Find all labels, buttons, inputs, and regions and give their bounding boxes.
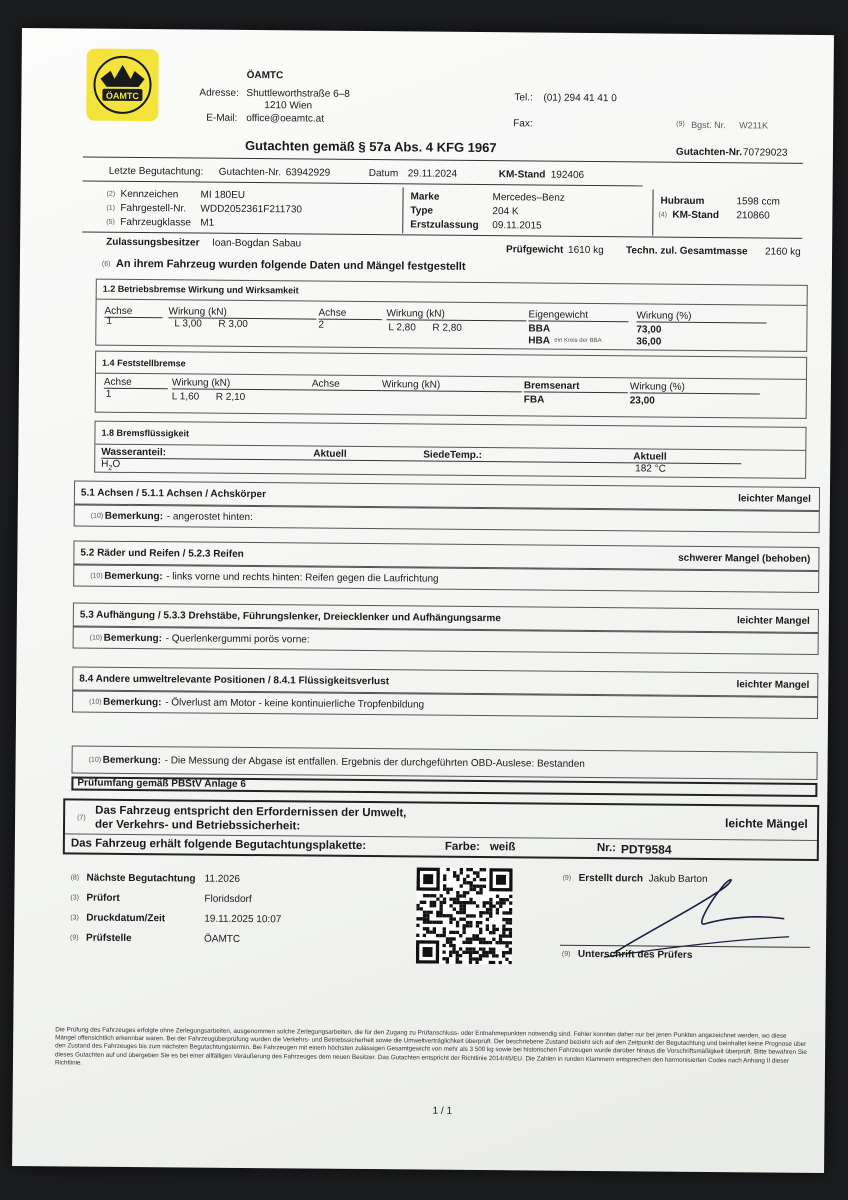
achse-1: 1 [106, 315, 113, 327]
eigengewicht-header: Eigengewicht [528, 309, 628, 322]
divider [83, 181, 643, 187]
unterschrift-label: Unterschrift des Prüfers [577, 948, 693, 961]
bgst-code: (9) [676, 120, 685, 128]
km-stand-label: KM-Stand [672, 209, 720, 222]
oeamtc-logo [86, 49, 159, 122]
code-6: (6) [101, 260, 111, 268]
wirkung-header: Wirkung (kN) [386, 308, 526, 321]
km-stand: 210860 [736, 210, 770, 222]
achse-header: Achse [312, 379, 382, 392]
code-10: (10) [89, 634, 103, 642]
bemerkung-text: - angerostet hinten: [166, 511, 253, 524]
wasser-header: Wasseranteil: [101, 447, 313, 461]
code-10: (10) [90, 512, 104, 520]
l-value: L 3,00 [174, 318, 202, 330]
druckdatum: 19.11.2025 10:07 [204, 913, 282, 926]
result-line1: Das Fahrzeug entspricht den Erfordernissen der Umwelt, [95, 804, 407, 820]
besitzer: Ioan-Bogdan Sabau [212, 237, 302, 250]
pruefort: Floridsdorf [204, 893, 252, 906]
mangel-title: 5.1 Achsen / 5.1.1 Achsen / Achskörper [80, 487, 267, 501]
erstellt-durch: Jakub Barton [648, 873, 708, 886]
svg-text:ÖAMTC: ÖAMTC [105, 90, 139, 102]
letzte-km: 192406 [550, 169, 585, 181]
code-1: (1) [106, 204, 116, 212]
fahrzeugklasse: M1 [200, 217, 215, 229]
code-9: (9) [562, 874, 572, 882]
bemerkung-label: Bemerkung: [103, 696, 162, 709]
code-9: (9) [70, 934, 79, 942]
achse-header: Achse [104, 377, 168, 390]
org-name: ÖAMTC [246, 69, 284, 82]
mangel-title: 5.3 Aufhängung / 5.3.3 Drehstäbe, Führungslenker, Dreiecklenker und Aufhängungsarme [79, 609, 501, 625]
siede-temp: 182 °C [635, 463, 666, 475]
druck-label: Druckdatum/Zeit [86, 912, 166, 925]
typ: 204 K [492, 206, 519, 218]
fax-label: Fax: [513, 118, 533, 130]
l-value: L 1,60 [171, 391, 200, 403]
letzte-label: Letzte Begutachtung: [108, 165, 204, 178]
marke-label: Marke [410, 191, 440, 203]
bremsenart-header: Bremsenart [524, 380, 628, 393]
section-title: 1.2 Betriebsbremse Wirkung und Wirksamkeit [102, 283, 299, 296]
mangel-severity: schwerer Mangel (behoben) [678, 552, 811, 565]
achse-header: Achse [104, 306, 162, 319]
abgas-box [71, 745, 817, 780]
wirkung-header: Wirkung (kN) [168, 306, 316, 319]
letzte-datum: 29.11.2024 [407, 168, 458, 180]
besitzer-label: Zulassungsbesitzer [106, 236, 200, 249]
bgst-label: Bgst. Nr. [691, 119, 726, 131]
feststellbremse-box [95, 351, 808, 419]
hba-label: HBA [528, 335, 551, 347]
achse-1: 1 [105, 388, 112, 400]
code-4: (4) [658, 211, 667, 219]
bba-value: 73,00 [636, 324, 662, 336]
gesamtmasse: 2160 kg [765, 246, 801, 258]
fahrgestell-nr: WDD2052361F211730 [200, 203, 303, 216]
mangel-severity: leichter Mangel [738, 493, 811, 505]
inspection-report [12, 28, 834, 1173]
letzte-datum-label: Datum [368, 168, 399, 180]
wirkung-header: Wirkung (kN) [382, 379, 522, 392]
pruefstelle-label: Prüfstelle [86, 932, 132, 944]
wirkung-pct-header: Wirkung (%) [636, 310, 766, 323]
code-3: (3) [70, 894, 80, 902]
kennzeichen-label: Kennzeichen [120, 188, 179, 201]
divider [97, 299, 807, 306]
fba-value: 23,00 [629, 395, 655, 407]
section-title: 1.4 Feststellbremse [102, 357, 186, 369]
typ-label: Type [410, 205, 434, 217]
plakette-text: Das Fahrzeug erhält folgende Begutachtungsplakette: [70, 837, 367, 853]
farbe: weiß [489, 841, 516, 854]
wirkung-pct-header: Wirkung (%) [630, 381, 760, 394]
mangel-severity: leichter Mangel [736, 615, 810, 627]
divider [652, 190, 653, 236]
naechste-label: Nächste Begutachtung [86, 872, 196, 885]
achse-header: Achse [318, 308, 382, 321]
tel-number: (01) 294 41 41 0 [543, 92, 617, 105]
hubraum: 1598 ccm [736, 196, 780, 208]
gutachten-nr: 70729023 [742, 147, 788, 159]
erstzulassung: 09.11.2015 [492, 220, 542, 232]
pruefort-label: Prüfort [86, 892, 120, 904]
page-number: 1 / 1 [432, 1105, 453, 1117]
pruefumfang: Prüfumfang gemäß PBStV Anlage 6 [77, 777, 247, 790]
signature [584, 853, 805, 965]
kennzeichen: MI 180EU [200, 189, 246, 201]
h2o-o: O [112, 458, 121, 470]
bemerkung-text: - Querlenkergummi porös vorne: [165, 633, 310, 646]
report-title: Gutachten gemäß § 57a Abs. 4 KFG 1967 [244, 137, 497, 156]
section-title: 1.8 Bremsflüssigkeit [101, 427, 190, 439]
h2o-sub: 2 [108, 464, 113, 472]
result-line2: der Verkehrs- und Betriebssicherheit: [94, 818, 301, 833]
bemerkung-label: Bemerkung: [104, 510, 164, 523]
legal-footer: Die Prüfung des Fahrzeuges erfolgte ohne Zerlegungsarbeiten, ausgenommen solche Zerlegungsarbeiten, die für den Zugang zu Prüfanschluss- oder Entnahmepunkten notwendig sind. Fehler konnten daher nur bei jenen Punkten angezeichnet werden, wo diese Mängel offensichtlich erkennbar waren. Bei der Fahrzeugüberprüfung wurden die Verkehrs- und Betriebssicherheit sowie die Umweltverträglichkeit überprüft. Der beschriebene Zustand bezieht sich auf den Zeitpunkt der Begutachtung und beinhaltet keine Prognose über den Zustand des Fahrzeuges bis zum nächsten Begutachtungstermin. Bei Fahrzeugen mit einem höchsten zulässigen Gesamtgewicht von mehr als 3 500 kg sowie bei historischen Fahrzeugen wurde darüber hinaus die Vorschriftsmäßigkeit überprüft. Bitte bewahren Sie dieses Gutachten auf und übergeben Sie es bei einer allfälligen Veräußerung des Fahrzeuges dem neuen Besitzer. Das Gutachten entspricht der Richtlinie 2014/45/EU. Die Zahlen in runden Klammern entsprechen den harmonisierten Codes nach Anhang II dieser Richtlinie. [54, 1026, 807, 1067]
letzte-gnr-label: Gutachten-Nr. [218, 166, 282, 179]
hba-note: ein Kreis der BBA [554, 337, 602, 345]
adresse-label: Adresse: [199, 87, 239, 99]
hubraum-label: Hubraum [660, 195, 705, 207]
tel-label: Tel.: [514, 92, 533, 104]
result-box [63, 798, 819, 861]
naechste-begutachtung: 11.2026 [204, 873, 241, 885]
fba-label: FBA [523, 394, 545, 406]
mangel-severity: leichter Mangel [736, 679, 810, 691]
aktuell-header: Aktuell [313, 449, 423, 462]
pruefgewicht: 1610 kg [568, 244, 604, 257]
gutachten-nr-label: Gutachten-Nr. [675, 146, 743, 159]
code-10: (10) [90, 572, 103, 580]
bemerkung-label: Bemerkung: [104, 570, 163, 583]
mangel-title: 5.2 Räder und Reifen / 5.2.3 Reifen [80, 547, 244, 560]
gesamtmasse-label: Techn. zul. Gesamtmasse [626, 245, 748, 258]
r-value: R 2,10 [215, 391, 246, 403]
klasse-label: Fahrzeugklasse [120, 216, 191, 229]
r-value: R 2,80 [432, 322, 462, 334]
email-label: E-Mail: [206, 112, 238, 124]
code-5: (5) [106, 218, 115, 226]
fahrgestell-label: Fahrgestell-Nr. [120, 202, 187, 215]
abgas-text: - Die Messung der Abgase ist entfallen. Ergebnis der durchgeführten OBD-Auslese: Bestanden [164, 755, 585, 770]
result-verdict: leichte Mängel [725, 816, 808, 831]
code-9: (9) [561, 950, 571, 958]
code-3: (3) [70, 914, 79, 922]
pruefstelle: ÖAMTC [204, 933, 241, 945]
qr-code [416, 867, 513, 964]
bgst-value: W211K [739, 120, 769, 131]
email-address: office@oeamtc.at [246, 112, 325, 125]
abgas-bemerkung-label: Bemerkung: [102, 754, 162, 767]
bemerkung-text: - links vorne und rechts hinten: Reifen gegen die Laufrichtung [166, 571, 439, 585]
code-2: (2) [106, 190, 116, 198]
wirkung-header: Wirkung (kN) [172, 377, 312, 390]
bemerkung-text: - Ölverlust am Motor - keine kontinuierliche Tropfenbildung [165, 697, 425, 711]
adresse-line2: 1210 Wien [264, 100, 313, 112]
pruefumfang-box [71, 776, 817, 797]
adresse-line1: Shuttleworthstraße 6–8 [246, 87, 350, 100]
marke: Mercedes–Benz [492, 192, 565, 204]
h2o-h: H [101, 458, 109, 470]
siede-header: SiedeTemp.: [423, 450, 633, 464]
letzte-gnr: 63942929 [285, 167, 331, 179]
code-7: (7) [77, 814, 86, 822]
bemerkung-label: Bemerkung: [103, 632, 163, 645]
bba-label: BBA [528, 323, 551, 335]
betriebsbremse-box [95, 279, 808, 352]
plakette-nr: PDT9584 [620, 842, 672, 857]
code-10: (10) [88, 756, 102, 764]
divider [402, 187, 403, 233]
r-value: R 3,00 [218, 318, 248, 330]
pruefgewicht-label: Prüfgewicht [506, 244, 564, 256]
letzte-km-label: KM-Stand [498, 169, 546, 181]
achse-2: 2 [318, 319, 325, 331]
hba-value: 36,00 [636, 336, 662, 348]
erstellt-label: Erstellt durch [578, 872, 644, 885]
aktuell-header: Aktuell [633, 451, 741, 464]
code-8: (8) [70, 874, 80, 882]
code-10: (10) [89, 698, 102, 706]
nr-label: Nr.: [596, 842, 617, 855]
l-value: L 2,80 [388, 322, 416, 334]
h2o-label [101, 459, 120, 472]
defects-heading: An ihrem Fahrzeug wurden folgende Daten und Mängel festgestellt [115, 257, 466, 273]
mangel-title: 8.4 Andere umweltrelevante Positionen / 8.4.1 Flüssigkeitsverlust [79, 673, 390, 688]
ez-label: Erstzulassung [410, 219, 479, 231]
farbe-label: Farbe: [444, 840, 481, 854]
bremsfluessigkeit-box [94, 421, 806, 479]
